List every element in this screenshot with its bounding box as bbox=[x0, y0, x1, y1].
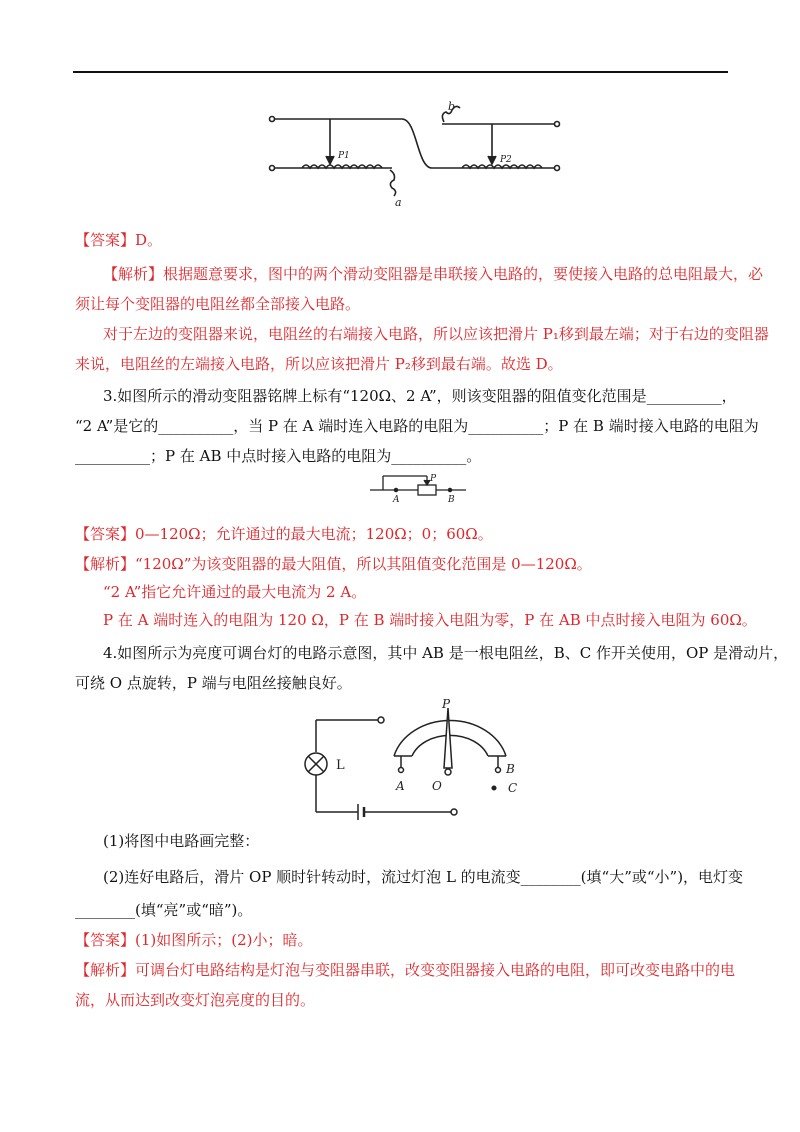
q4-answer: 【答案】(1)如图所示；(2)小；暗。 bbox=[75, 931, 313, 949]
q3-analysis-line2: “2 A”指它允许通过的最大电流为 2 A。 bbox=[103, 583, 367, 601]
q4-sub1: (1)将图中电路画完整： bbox=[103, 832, 260, 850]
label-b: b bbox=[448, 100, 456, 113]
q2-analysis-line1: 【解析】根据题意要求，图中的两个滑动变阻器是串联接入电路的，要使接入电路的总电阻最大，必 bbox=[103, 265, 764, 283]
q4-sub2-line2: ________(填“亮”或“暗”)。 bbox=[75, 901, 253, 919]
two-rheostats-figure bbox=[262, 92, 572, 212]
q3-line2: “2 A”是它的__________，当 P 在 A 端时连入电路的电阻为__________；P 在 B 端时接入电路的电阻为 bbox=[75, 417, 759, 435]
q3-line1: 3.如图所示的滑动变阻器铭牌上标有“120Ω、2 A”，则该变阻器的阻值变化范围是__________， bbox=[103, 387, 737, 405]
label-l: L bbox=[336, 758, 345, 773]
q2-analysis-line4: 来说，电阻丝的左端接入电路，所以应该把滑片 P₂移到最右端。故选 D。 bbox=[75, 355, 563, 373]
q3-line3: __________；P 在 AB 中点时接入电路的电阻为__________。 bbox=[75, 447, 482, 465]
q4-analysis-line1: 【解析】可调台灯电路结构是灯泡与变阻器串联，改变变阻器接入电路的电阻，即可改变电路中的电 bbox=[75, 961, 736, 979]
q2-answer: 【答案】D。 bbox=[75, 231, 163, 249]
label-c: C bbox=[508, 781, 518, 795]
label-p2: P2 bbox=[500, 155, 512, 165]
q4-line2: 可绕 O 点旋转，P 端与电阻丝接触良好。 bbox=[75, 674, 352, 692]
q4-sub2-line1: (2)连好电路后，滑片 OP 顺时针转动时，流过灯泡 L 的电流变________(填“大”或“小”)，电灯变 bbox=[103, 868, 744, 886]
q4-line1: 4.如图所示为亮度可调台灯的电路示意图，其中 AB 是一根电阻丝，B、C 作开关使用，OP 是滑动片， bbox=[103, 644, 789, 662]
q2-analysis-line2: 须让每个变阻器的电阻丝都全部接入电路。 bbox=[75, 295, 361, 313]
q4-analysis-line2: 流，从而达到改变灯泡亮度的目的。 bbox=[75, 991, 316, 1009]
label-a: a bbox=[395, 196, 402, 209]
q3-answer: 【答案】0—120Ω；允许通过的最大电流；120Ω；0；60Ω。 bbox=[75, 525, 493, 543]
label-a: A bbox=[393, 495, 400, 505]
header-rule bbox=[73, 71, 728, 73]
label-o: O bbox=[432, 779, 442, 793]
label-b: B bbox=[506, 762, 515, 776]
rheostat-symbol-figure bbox=[368, 470, 468, 506]
label-p: P bbox=[430, 474, 437, 484]
q3-analysis-line1: 【解析】“120Ω”为该变阻器的最大阻值，所以其阻值变化范围是 0—120Ω。 bbox=[75, 555, 592, 573]
lamp-circuit-figure bbox=[296, 694, 536, 826]
label-b: B bbox=[448, 495, 455, 505]
label-p: P bbox=[442, 697, 451, 711]
label-p1: P1 bbox=[338, 151, 350, 161]
q3-analysis-line3: P 在 A 端时连入的电阻为 120 Ω，P 在 B 端时接入电阻为零，P 在 AB 中点时接入电阻为 60Ω。 bbox=[103, 611, 757, 629]
q2-analysis-line3: 对于左边的变阻器来说，电阻丝的右端接入电路，所以应该把滑片 P₁移到最左端；对于右边的变阻器 bbox=[103, 325, 769, 343]
label-a: A bbox=[396, 779, 405, 793]
